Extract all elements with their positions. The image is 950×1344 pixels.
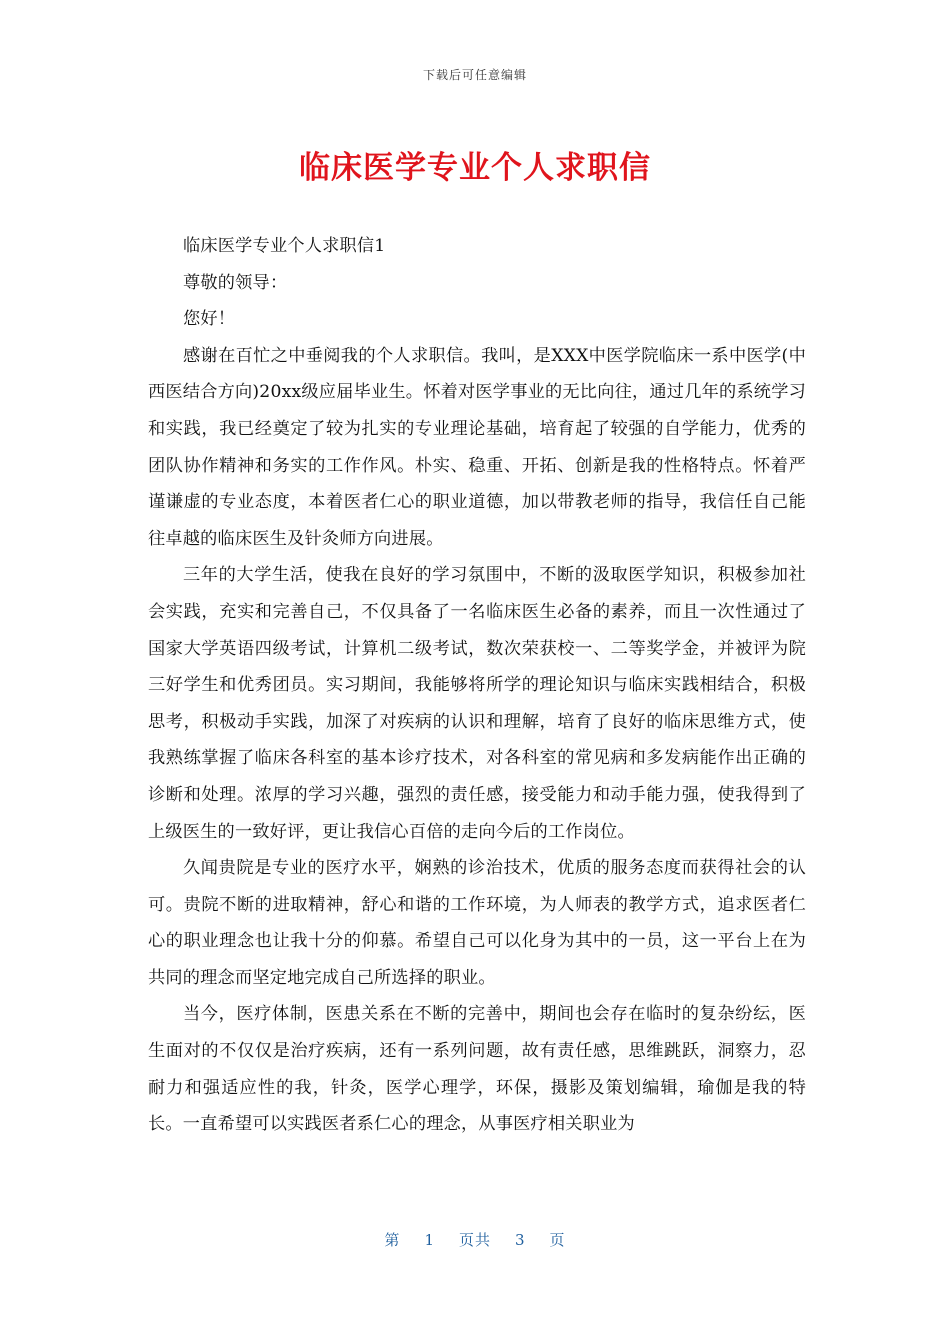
salutation: 尊敬的领导： — [183, 272, 288, 293]
greeting: 您好！ — [183, 309, 236, 330]
footer-page-total: 3 — [515, 1231, 526, 1249]
page-header-note: 下载后可任意编辑 — [422, 68, 527, 82]
page-footer — [0, 1229, 950, 1250]
body-paragraph-college: 三年的大学生活，使我在良好的学习氛围中，不断的汲取医学知识，积极参加社会实践，充实和完善自己，不仅具备了一名临床医生必备的素养，而且一次性通过了国家大学英语四级考试，计算机二级考试，数次荣获校一、二等奖学金，并被评为院三好学生和优秀团员。实习期间，我能够将所学的理论知识与临床实践相结合，积极思考，积极动手实践，加深了对疾病的认识和理解，培育了良好的临床思维方式，使我熟练掌握了临床各科室的基本诊疗技术，对各科室的常见病和多发病能作出正确的诊断和处理。浓厚的学习兴趣，强烈的责任感，接受能力和动手能力强，使我得到了上级医生的一致好评，更让我信心百倍的走向今后的工作岗位。 — [148, 565, 806, 842]
subtitle-line: 临床医学专业个人求职信1 — [183, 236, 386, 256]
footer-page-prefix: 第 — [384, 1231, 401, 1249]
document-title: 临床医学专业个人求职信 — [299, 150, 651, 186]
body-paragraph-hospital: 久闻贵院是专业的医疗水平，娴熟的诊治技术，优质的服务态度而获得社会的认可。贵院不断的进取精神，舒心和谐的工作环境，为人师表的教学方式，追求医者仁心的职业理念也让我十分的仰慕。希望自己可以化身为其中的一员，这一平台上在为共同的理念而坚定地完成自己所选择的职业。 — [148, 858, 806, 988]
body-paragraph-skills: 当今，医疗体制，医患关系在不断的完善中，期间也会存在临时的复杂纷纭，医生面对的不仅仅是治疗疾病，还有一系列问题，故有责任感，思维跳跃，洞察力，忍耐力和强适应性的我，针灸，医学心理学，环保，摄影及策划编辑，瑜伽是我的特长。一直希望可以实践医者系仁心的理念，从事医疗相关职业为 — [148, 1004, 806, 1135]
footer-page-number: 1 — [424, 1231, 435, 1249]
footer-page-suffix: 页 — [549, 1231, 566, 1249]
document-body — [148, 228, 806, 1143]
footer-page-middle: 页共 — [458, 1231, 491, 1249]
body-paragraph-intro: 感谢在百忙之中垂阅我的个人求职信。我叫，是XXX中医学院临床一系中医学(中西医结合方向)20xx级应届毕业生。怀着对医学事业的无比向往，通过几年的系统学习和实践，我已经奠定了较为扎实的专业理论基础，培育起了较强的自学能力，优秀的团队协作精神和务实的工作作风。朴实、稳重、开拓、创新是我的性格特点。怀着严谨谦虚的专业态度，本着医者仁心的职业道德，加以带教老师的指导，我信任自己能往卓越的临床医生及针灸师方向进展。 — [148, 345, 806, 549]
